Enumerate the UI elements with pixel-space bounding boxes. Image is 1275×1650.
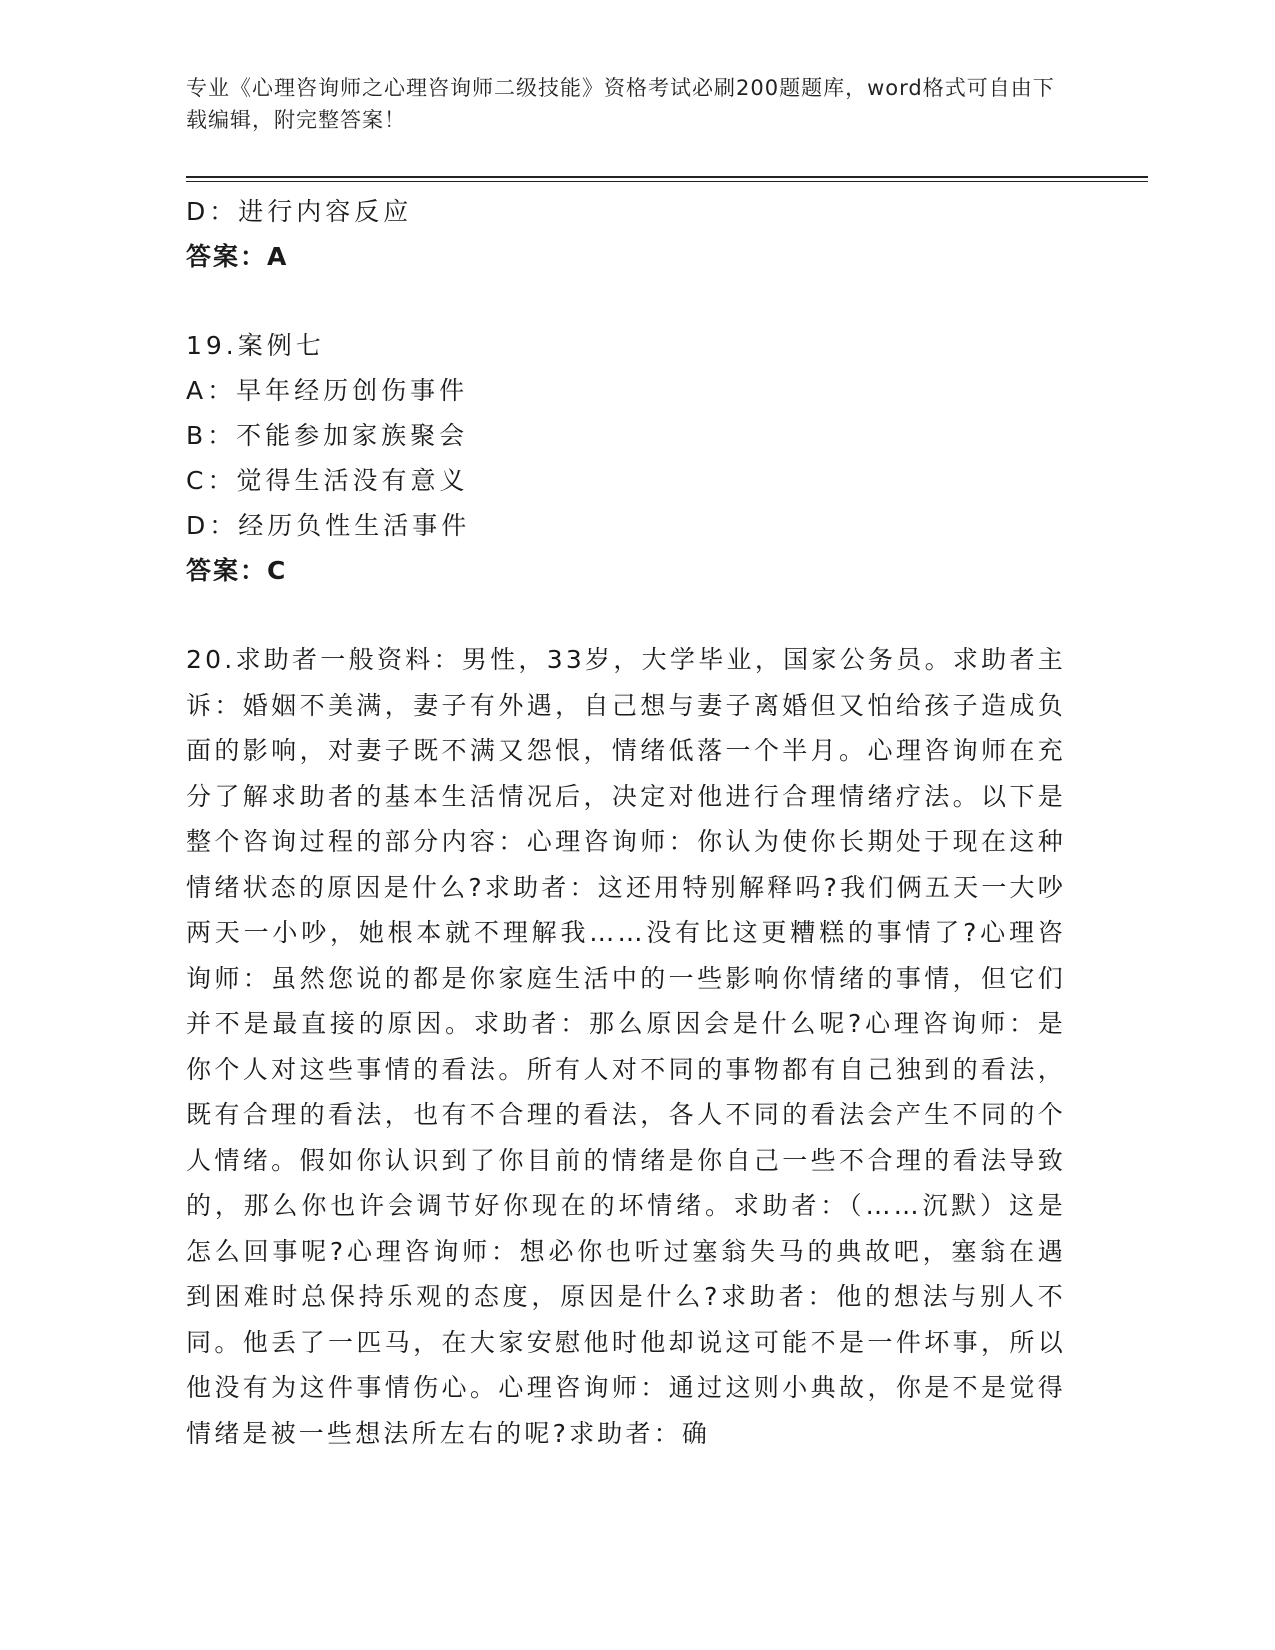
- page-header: 专业《心理咨询师之心理咨询师二级技能》资格考试必刷200题题库，word格式可自由下载编辑，附完整答案！: [186, 76, 1055, 132]
- q19-option-b: B：不能参加家族聚会: [186, 421, 469, 450]
- header-rule-thick: [186, 176, 1148, 178]
- question-spacer: [186, 593, 1086, 637]
- q19-option-c: C：觉得生活没有意义: [186, 466, 469, 495]
- question-spacer: [186, 279, 1086, 323]
- q19-option-d: D：经历负性生活事件: [186, 511, 471, 540]
- q18-option-d: D：进行内容反应: [186, 197, 413, 226]
- q19-answer: 答案：C: [186, 556, 288, 585]
- q18-answer: 答案：A: [186, 242, 289, 271]
- q19-title: 19.案例七: [186, 331, 325, 360]
- q19-option-a: A：早年经历创伤事件: [186, 376, 469, 405]
- header-rule-thin: [186, 181, 1148, 182]
- document-body: [186, 189, 1086, 1456]
- q20-question-text: 20.求助者一般资料：男性，33岁，大学毕业，国家公务员。求助者主诉：婚姻不美满，妻子有外遇，自己想与妻子离婚但又怕给孩子造成负面的影响，对妻子既不满又怨恨，情绪低落一个半月。心理咨询师在充分了解求助者的基本生活情况后，决定对他进行合理情绪疗法。以下是整个咨询过程的部分内容：心理咨询师：你认为使你长期处于现在这种情绪状态的原因是什么?求助者：这还用特别解释吗?我们俩五天一大吵两天一小吵，她根本就不理解我……没有比这更糟糕的事情了?心理咨询师：虽然您说的都是你家庭生活中的一些影响你情绪的事情，但它们并不是最直接的原因。求助者：那么原因会是什么呢?心理咨询师：是你个人对这些事情的看法。所有人对不同的事物都有自己独到的看法，既有合理的看法，也有不合理的看法，各人不同的看法会产生不同的个人情绪。假如你认识到了你目前的情绪是你自己一些不合理的看法导致的，那么你也许会调节好你现在的坏情绪。求助者：（……沉默）这是怎么回事呢?心理咨询师：想必你也听过塞翁失马的典故吧，塞翁在遇到困难时总保持乐观的态度，原因是什么?求助者：他的想法与别人不同。他丢了一匹马，在大家安慰他时他却说这可能不是一件坏事，所以他没有为这件事情伤心。心理咨询师：通过这则小典故，你是不是觉得情绪是被一些想法所左右的呢?求助者：确: [186, 645, 1066, 1448]
